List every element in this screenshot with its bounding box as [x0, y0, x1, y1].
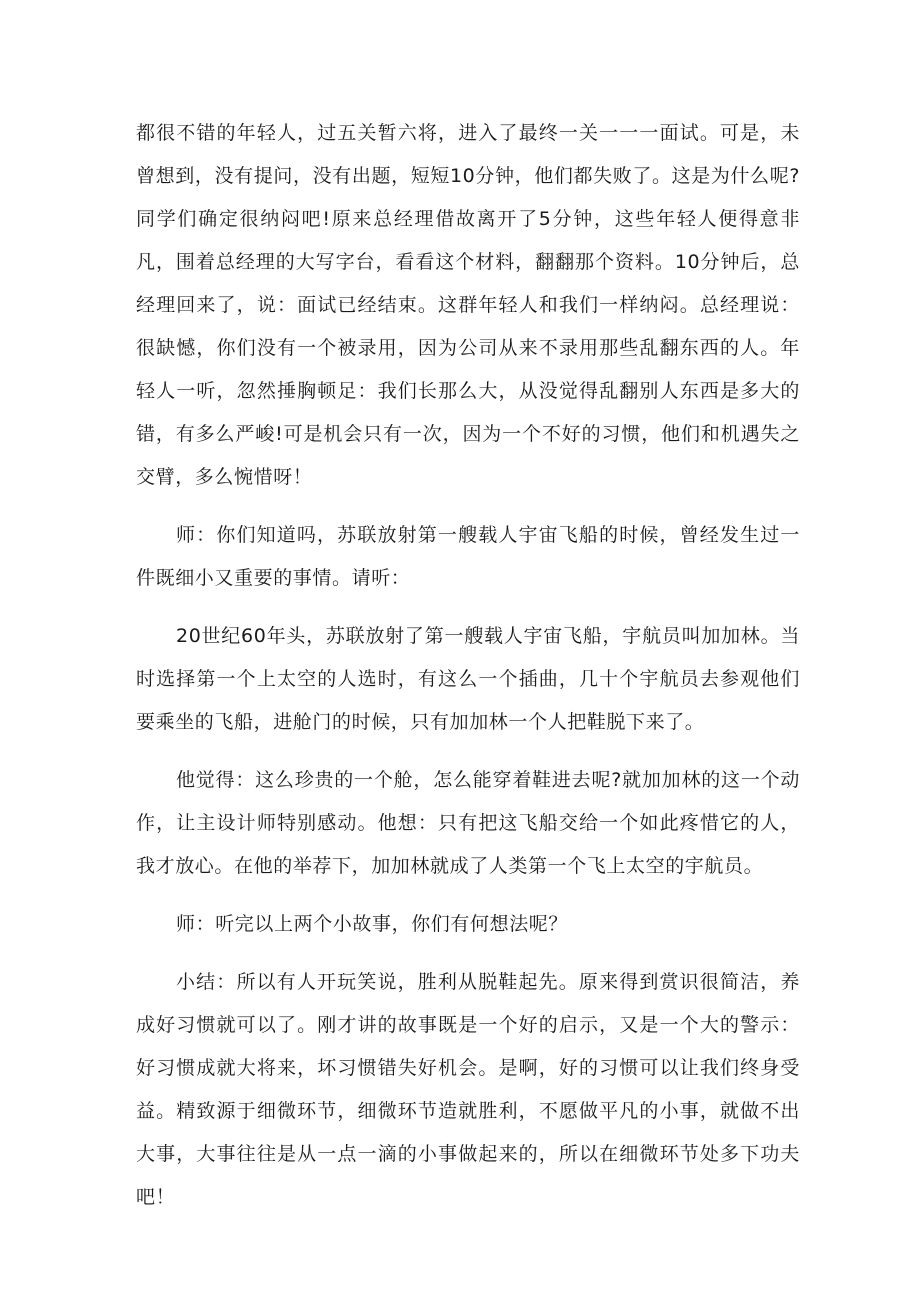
paragraph-6: 小结：所以有人开玩笑说，胜利从脱鞋起先。原来得到赏识很简洁，养成好习惯就可以了。刚才讲的故事既是一个好的启示，又是一个大的警示：好习惯成就大将来，坏习惯错失好机会。是啊，好的习惯可以让我们终身受益。精致源于细微环节，细微环节造就胜利，不愿做平凡的小事，就做不出大事，大事往往是从一点一滴的小事做起来的，所以在细微环节处多下功夫吧！ [136, 971, 800, 1208]
paragraph-1: 都很不错的年轻人，过五关暂六将，进入了最终一关一一一面试。可是，未曾想到，没有提问，没有出题，短短10分钟，他们都失败了。这是为什么呢?同学们确定很纳闷吧!原来总经理借故离开了5分钟，这些年轻人便得意非凡，围着总经理的大写字台，看看这个材料，翻翻那个资料。10分钟后，总经理回来了，说：面试已经结束。这群年轻人和我们一样纳闷。总经理说：很缺憾，你们没有一个被录用，因为公司从来不录用那些乱翻东西的人。年轻人一听，忽然捶胸顿足：我们长那么大，从没觉得乱翻别人东西是多大的错，有多么严峻!可是机会只有一次，因为一个不好的习惯，他们和机遇失之交臂，多么惋惜呀！ [136, 122, 800, 488]
document-body [136, 112, 800, 1234]
paragraph-4: 他觉得：这么珍贵的一个舱，怎么能穿着鞋进去呢?就加加林的这一个动作，让主设计师特别感动。他想：只有把这飞船交给一个如此疼惜它的人，我才放心。在他的举荐下，加加林就成了人类第一个飞上太空的宇航员。 [136, 769, 800, 877]
paragraph-2: 师：你们知道吗，苏联放射第一艘载人宇宙飞船的时候，曾经发生过一件既细小又重要的事情。请听： [136, 524, 800, 589]
paragraph-3: 20世纪60年头，苏联放射了第一艘载人宇宙飞船，宇航员叫加加林。当时选择第一个上太空的人选时，有这么一个插曲，几十个宇航员去参观他们要乘坐的飞船，进舱门的时候，只有加加林一个人把鞋脱下来了。 [136, 625, 800, 733]
paragraph-5: 师：听完以上两个小故事，你们有何想法呢？ [176, 913, 569, 935]
